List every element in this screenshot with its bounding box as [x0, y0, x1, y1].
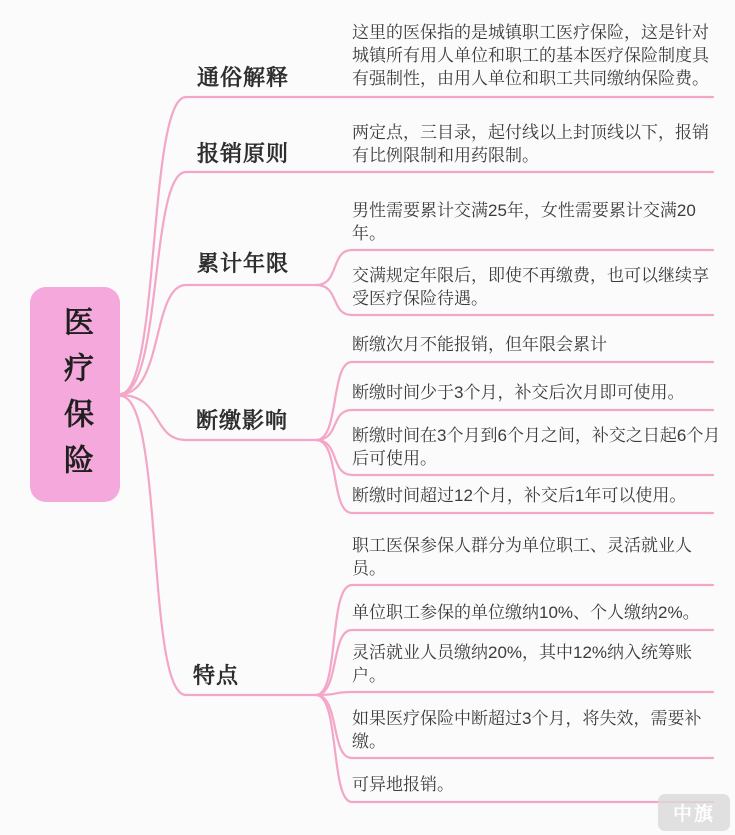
branch-line-cumulative-years [121, 285, 316, 394]
leaf-node: 断缴时间少于3个月，补交后次月即可使用。 [352, 383, 685, 402]
branch-label-interruption-impact: 断缴影响 [196, 408, 289, 433]
leaf-node: 男性需要累计交满25年，女性需要累计交满20年。 [352, 201, 696, 243]
leaf-node: 职工医保参保人群分为单位职工、灵活就业人员。 [352, 536, 692, 578]
leaf-node: 如果医疗保险中断超过3个月，将失效，需要补缴。 [352, 709, 702, 751]
leaf-node: 这里的医保指的是城镇职工医疗保险，这是针对城镇所有用人单位和职工的基本医疗保险制度具有强制性，由用人单位和职工共同缴纳保险费。 [352, 23, 709, 88]
leaf-node: 断缴次月不能报销，但年限会累计 [352, 335, 607, 354]
leaf-node: 断缴时间在3个月到6个月之间，补交之日起6个月后可使用。 [352, 426, 721, 468]
leaf-node: 交满规定年限后，即使不再缴费，也可以继续享受医疗保险待遇。 [352, 266, 709, 308]
leaf-node: 可异地报销。 [352, 775, 454, 794]
root-node: 医疗保险 [30, 287, 120, 502]
leaf-node: 断缴时间超过12个月，补交后1年可以使用。 [352, 486, 687, 505]
branch-label-features: 特点 [193, 663, 240, 688]
branch-label-explanation: 通俗解释 [197, 65, 290, 90]
branch-label-reimbursement-rules: 报销原则 [197, 141, 290, 166]
leaf-line [316, 692, 713, 695]
leaf-node: 两定点，三目录，起付线以上封顶线以下，报销有比例限制和用药限制。 [352, 123, 709, 165]
watermark-badge: 中旗 [658, 794, 730, 831]
branch-label-cumulative-years: 累计年限 [197, 251, 290, 276]
leaf-node: 灵活就业人员缴纳20%，其中12%纳入统筹账户。 [352, 643, 693, 685]
leaf-node: 单位职工参保的单位缴纳10%、个人缴纳2%。 [352, 603, 700, 622]
